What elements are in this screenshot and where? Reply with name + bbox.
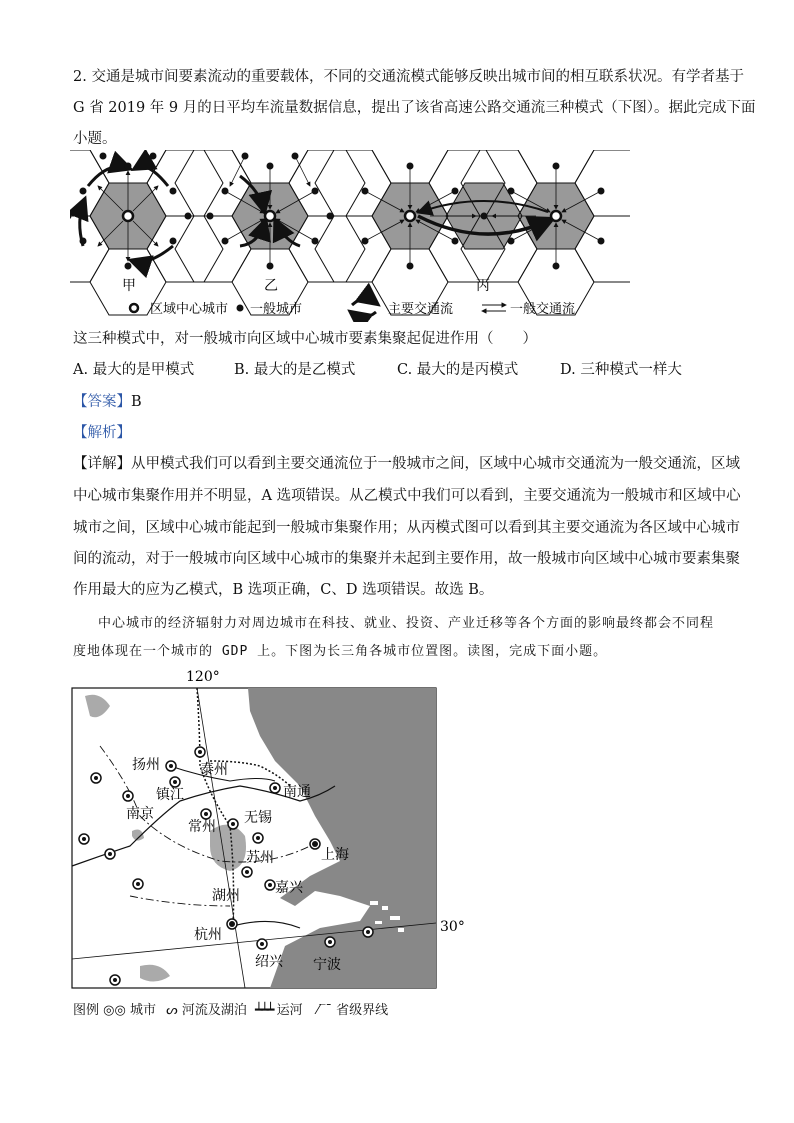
city-suzhou: 苏州 bbox=[246, 850, 274, 866]
map-legend: 图例 ◎◎ 城市 ᔕ 河流及湖泊 ┷┷┷ 运河 ⁄‾ˉ 省级界线 bbox=[73, 1003, 389, 1018]
question-prompt: 这三种模式中，对一般城市向区域中心城市要素集聚起促进作用（ ） bbox=[73, 331, 537, 347]
city-symbol-icon: ◎◎ bbox=[103, 1003, 126, 1018]
detail-line-3: 城市之间，区域中心城市能起到一般城市集聚作用；从丙模式图可以看到其主要交通流为各区域中心城市 bbox=[73, 520, 740, 536]
center-city-symbol bbox=[130, 304, 138, 312]
city-taizhou: 泰州 bbox=[200, 762, 228, 778]
city-shanghai: 上海 bbox=[321, 847, 349, 863]
legend-general-flow: 一般交通流 bbox=[510, 302, 576, 317]
yangtze-delta-map bbox=[70, 666, 470, 1026]
question-line-1: 2. 交通是城市间要素流动的重要载体，不同的交通流模式能够反映出城市间的相互联系状况。有学者基于 bbox=[73, 69, 744, 85]
analysis-tag: 【解析】 bbox=[73, 425, 131, 441]
latitude-label: 30° bbox=[440, 919, 465, 935]
label-jia: 甲 bbox=[122, 278, 136, 294]
detail-line-5: 作用最大的应为乙模式，B 选项正确，C、D 选项错误。故选 B。 bbox=[73, 582, 494, 598]
option-c[interactable]: C. 最大的是丙模式 bbox=[397, 362, 519, 378]
city-yangzhou: 扬州 bbox=[132, 757, 160, 773]
option-d[interactable]: D. 三种模式一样大 bbox=[560, 362, 682, 378]
option-a[interactable]: A. 最大的是甲模式 bbox=[73, 362, 195, 378]
city-changzhou: 常州 bbox=[188, 819, 216, 835]
main-flow-symbol bbox=[352, 299, 376, 305]
city-jiaxing: 嘉兴 bbox=[275, 880, 303, 896]
city-huzhou: 湖州 bbox=[212, 888, 240, 904]
legend-main-flow: 主要交通流 bbox=[388, 302, 454, 317]
question-line-2: G 省 2019 年 9 月的日平均车流量数据信息，提出了该省高速公路交通流三种模式（下图）。据此完成下面 bbox=[73, 100, 756, 116]
label-yi: 乙 bbox=[264, 278, 278, 294]
traffic-flow-patterns-figure bbox=[70, 150, 630, 322]
city-shaoxing: 绍兴 bbox=[255, 954, 283, 970]
city-nanjing: 南京 bbox=[126, 806, 154, 822]
answer-line: 【答案】B bbox=[73, 394, 142, 410]
city-wuxi: 无锡 bbox=[244, 810, 272, 826]
general-city-symbol bbox=[237, 305, 244, 312]
passage-line-2: 度地体现在一个城市的 GDP 上。下图为长三角各城市位置图。读图，完成下面小题。 bbox=[73, 644, 608, 659]
legend-title: 图例 bbox=[73, 1003, 100, 1018]
pattern-jia bbox=[70, 150, 223, 315]
boundary-symbol-icon: ⁄‾ˉ bbox=[316, 1003, 332, 1018]
legend-center-city: 区域中心城市 bbox=[150, 302, 229, 317]
detail-line-1: 【详解】从甲模式我们可以看到主要交通流位于一般城市之间，区域中心城市交通流为一般交通流，区域 bbox=[73, 456, 740, 472]
city-hangzhou: 杭州 bbox=[194, 927, 222, 943]
longitude-label: 120° bbox=[186, 669, 220, 685]
question-line-3: 小题。 bbox=[73, 131, 117, 147]
river-symbol-icon: ᔕ bbox=[166, 1003, 178, 1018]
legend-general-city: 一般城市 bbox=[250, 302, 303, 317]
city-nantong: 南通 bbox=[283, 784, 311, 800]
detail-line-2: 中心城市集聚作用并不明显，A 选项错误。从乙模式中我们可以看到，主要交通流为一般城市和区域中心 bbox=[73, 488, 741, 504]
label-bing: 丙 bbox=[476, 278, 490, 294]
canal-symbol-icon: ┷┷┷ bbox=[255, 1003, 273, 1018]
city-ningbo: 宁波 bbox=[313, 957, 341, 973]
detail-line-4: 间的流动，对于一般城市向区域中心城市的集聚并未起到主要作用，故一般城市向区域中心城市要素集聚 bbox=[73, 551, 740, 567]
passage-line-1: 中心城市的经济辐射力对周边城市在科技、就业、投资、产业迁移等各个方面的影响最终都会不同程 bbox=[98, 616, 715, 631]
city-zhenjiang: 镇江 bbox=[156, 787, 184, 803]
option-b[interactable]: B. 最大的是乙模式 bbox=[234, 362, 356, 378]
